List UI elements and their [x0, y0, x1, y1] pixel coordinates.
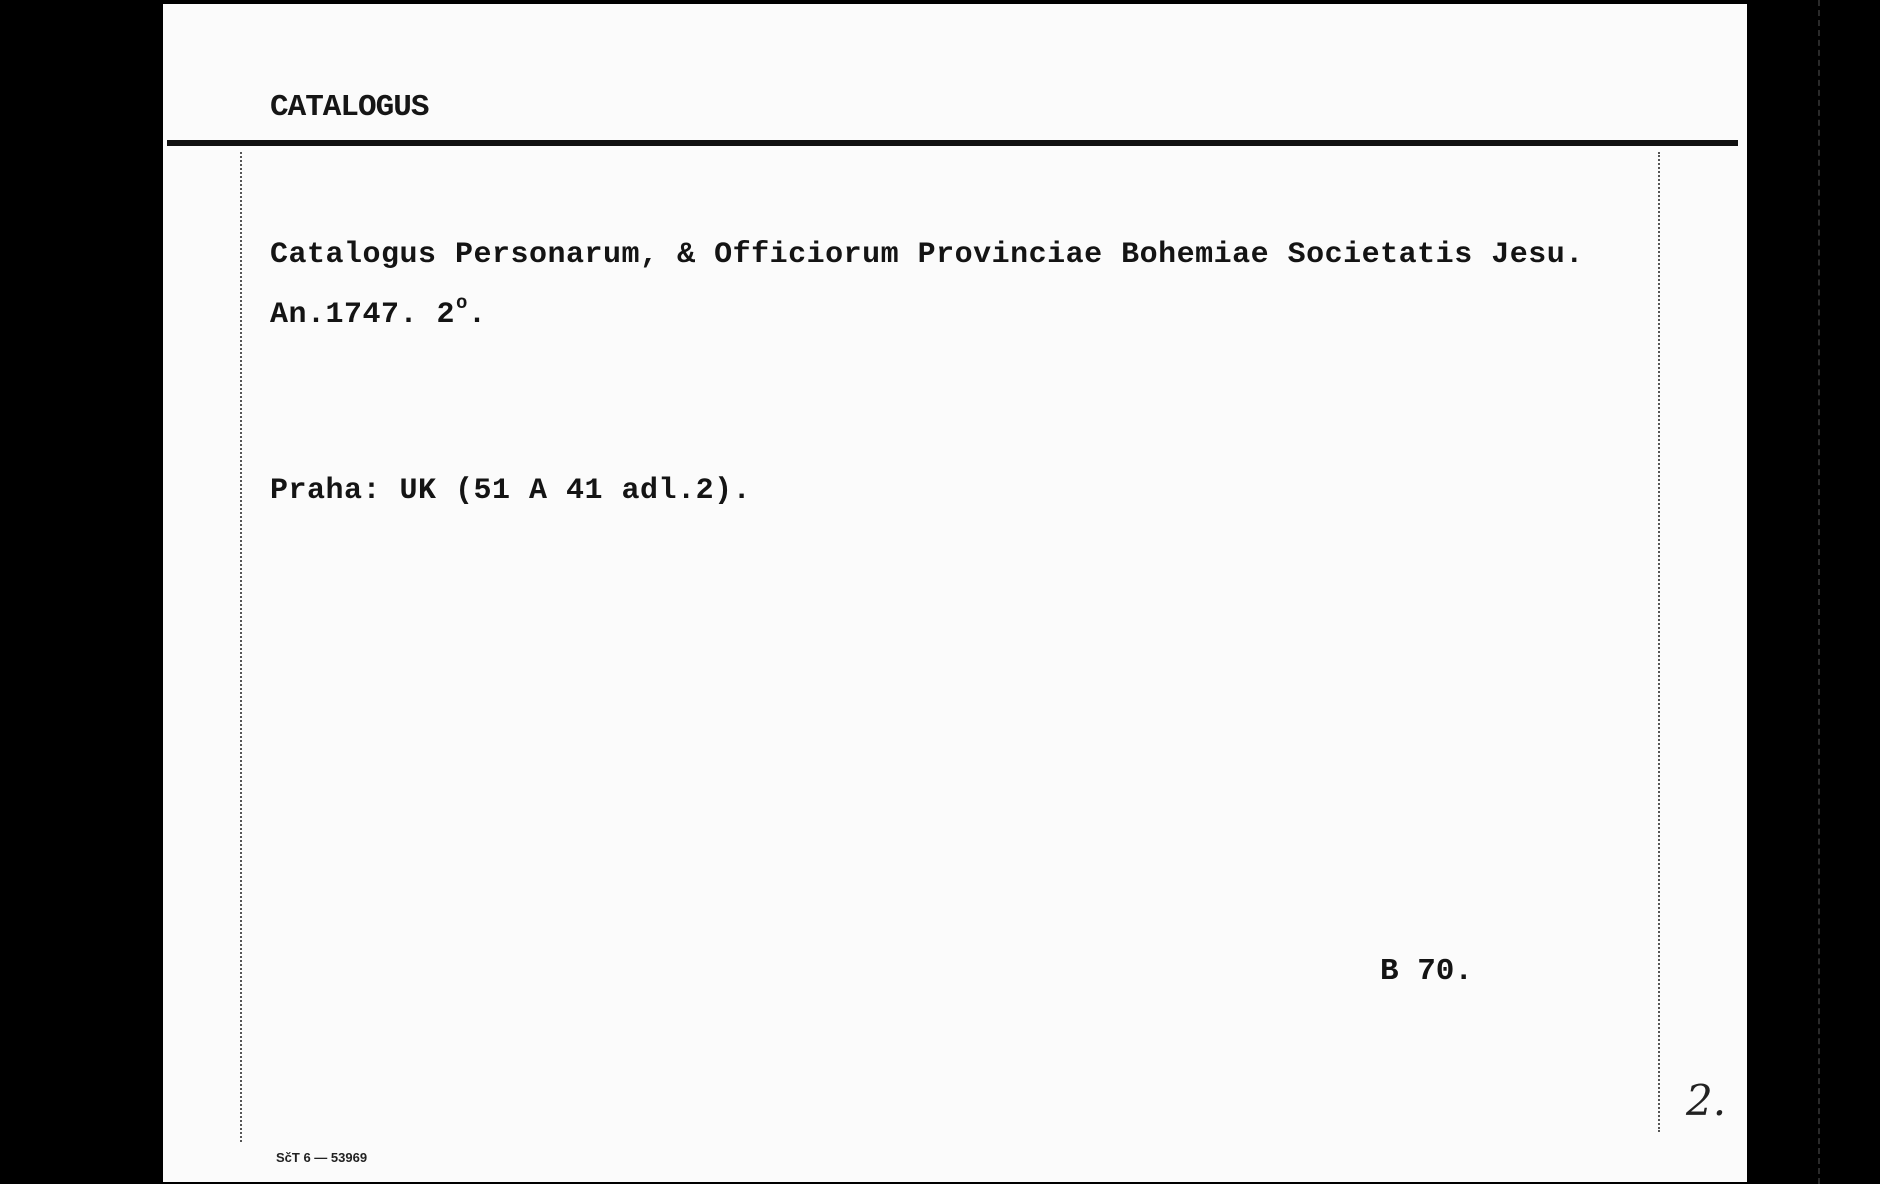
left-margin-line [240, 152, 242, 1142]
handwritten-card-number: 2. [1686, 1076, 1727, 1125]
film-edge-strip [1818, 0, 1836, 1184]
heading-rule [167, 140, 1738, 146]
catalog-card [163, 4, 1747, 1182]
title-line-2-superscript: o [456, 292, 468, 314]
card-heading: CATALOGUS [270, 90, 429, 125]
shelf-mark: B 70. [1380, 954, 1474, 989]
title-line-2 [270, 292, 486, 332]
title-line-2-text: An.1747. 2 [270, 298, 456, 332]
right-margin-line [1658, 152, 1660, 1132]
title-line-2-end: . [467, 298, 487, 332]
print-code: SčT 6 — 53969 [276, 1150, 368, 1165]
holding-location: Praha: UK (51 A 41 adl.2). [270, 474, 752, 508]
title-line-1: Catalogus Personarum, & Officiorum Provinciae Bohemiae Societatis Jesu. [270, 238, 1584, 272]
